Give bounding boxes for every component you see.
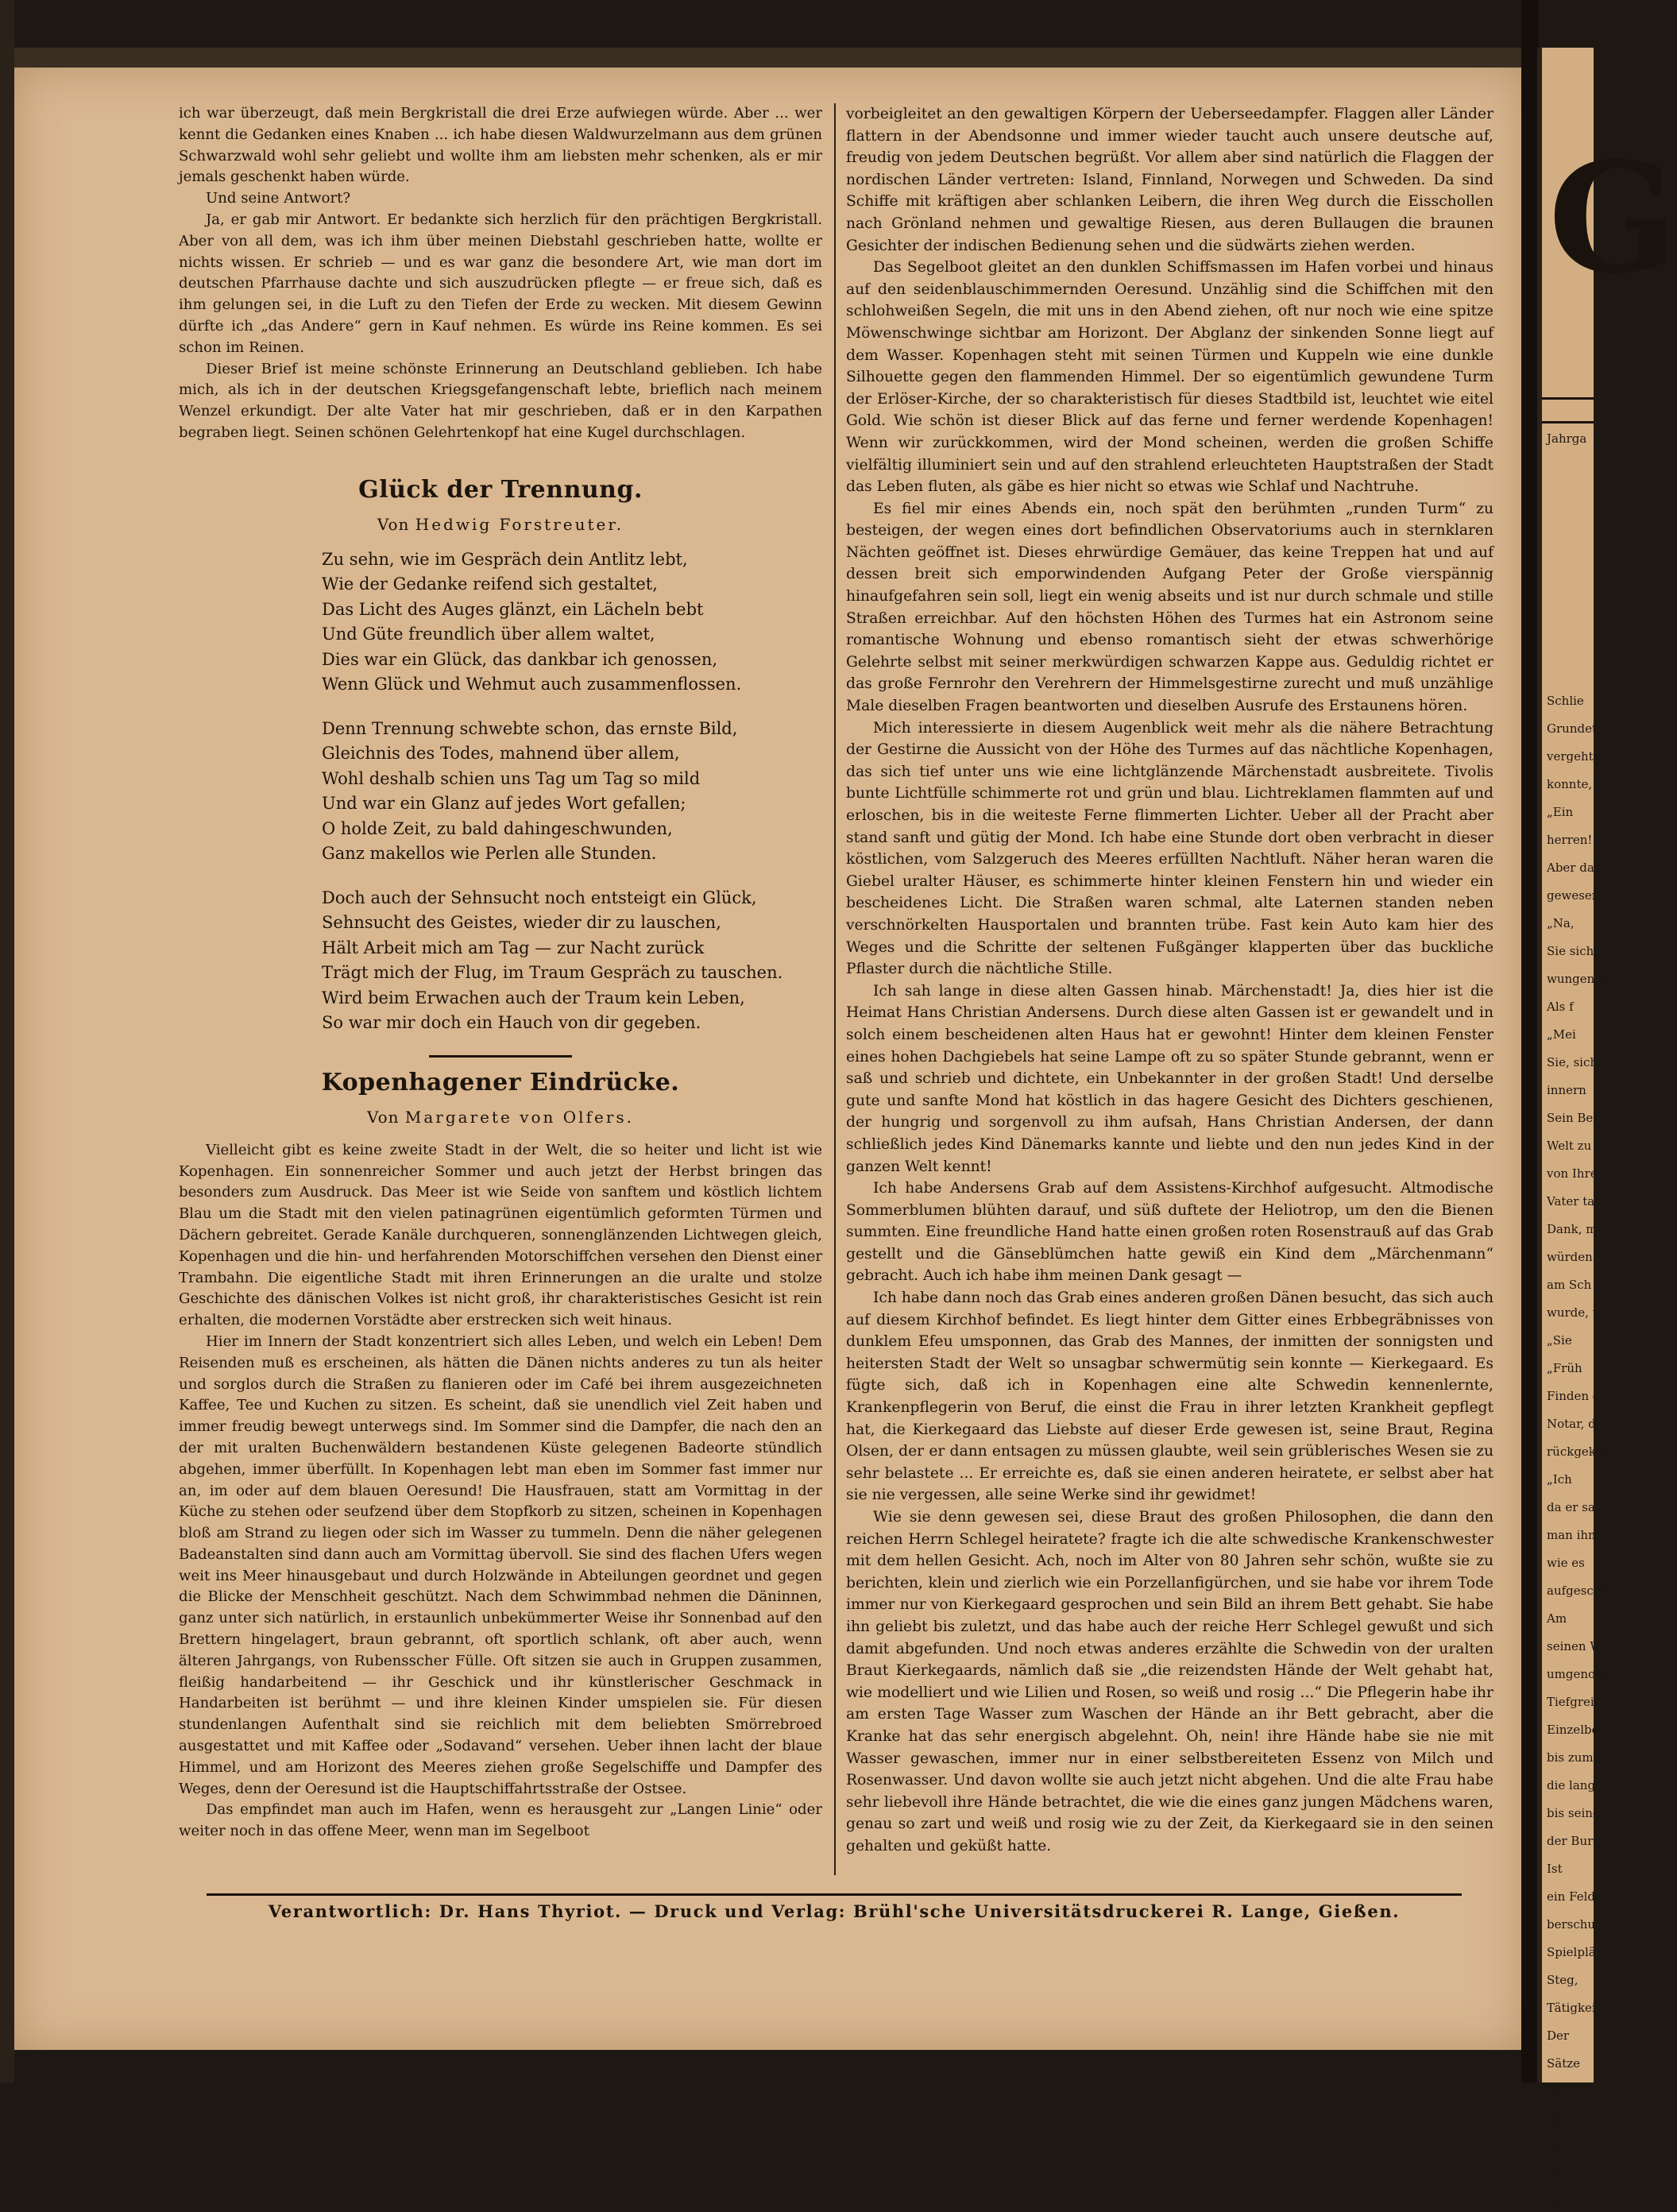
poem-line: Denn Trennung schwebte schon, das ernste Bild, [322,718,738,738]
adjacent-text-fragment: wie es [1547,1556,1585,1570]
poem-line: Ganz makellos wie Perlen alle Stunden. [322,844,657,864]
adjacent-text-fragment: „S [1547,2112,1562,2126]
poem-title: Glück der Trennung. [358,475,643,504]
adjacent-text-fragment: „S [1547,2195,1562,2210]
article-title: Kopenhagener Eindrücke. [321,1068,680,1096]
adjacent-text-fragment: ein Feld [1547,1889,1595,1904]
adjacent-text-fragment: „Mei [1547,1027,1576,1042]
poem-line: Wie der Gedanke reifend sich gestaltet, [322,574,658,594]
adjacent-text-fragment: Spielplä [1547,1945,1596,1959]
byline-prefix: Von [367,1107,400,1127]
adjacent-text-fragment: aufgesche [1547,1584,1609,1598]
adjacent-text-fragment: man ihm [1547,1528,1600,1542]
adjacent-text-fragment: „Na, [1547,916,1575,930]
adjacent-text-fragment: Sätze [1547,2056,1581,2071]
footer-rule [207,1893,1462,1896]
adjacent-text-fragment: konnte, i [1547,777,1600,791]
adjacent-text-fragment: Dank, m [1547,1222,1598,1236]
adjacent-text-fragment: „E [1547,2084,1562,2098]
adjacent-text-fragment: „Ein [1547,805,1574,819]
adjacent-text-fragment: Der [1547,2028,1570,2043]
section-divider [429,1055,572,1058]
adjacent-text-fragment: Einzelbe [1547,1723,1599,1737]
column-divider [834,103,836,1875]
adjacent-text-fragment: Grundet, [1547,721,1601,736]
poem-stanza [322,886,822,1036]
binding-edge [0,0,14,2082]
intro-paragraph: ich war überzeugt, daß mein Bergkristall die drei Erze aufwiegen würde. Aber ... wer kennt die Gedanken eines Knaben ... ich habe diesen Waldwurzelmann aus dem grünen Schwarzwald wohl sehr geliebt und wollte ihm am liebsten mehr schenken, als er mir jemals geschenkt haben würde. [179,105,822,186]
adjacent-text-fragment: Ist [1547,1862,1563,1876]
adjacent-rule [1542,421,1594,423]
adjacent-text-fragment: bis zum [1547,1750,1594,1765]
poem-line: Sehnsucht des Geistes, wieder dir zu lauschen, [322,913,721,933]
poem-line: Wird beim Erwachen auch der Traum kein Leben, [322,988,745,1007]
article-paragraph: Ich habe dann noch das Grab eines anderen großen Dänen besucht, das sich auch auf diesem Kirchhof befindet. Es liegt hinter dem Gitter eines Erbbegräbnisses von dunklem Efeu umsponnen, das Grab des Mannes, der inmitten der sonnigsten und heitersten Stadt der Welt so unsagbar schwermütig sein konnte — Kierkegaard. Es fügte sich, daß ich in Kopenhagen eine alte Schwedin kennenlernte, Krankenpflegerin von Beruf, die einst die Frau in ihrer letzten Krankheit gepflegt hat, die Kierkegaard das Liebste auf dieser Erde gewesen ist, seine Braut, Regina Olsen, der er dann entsagen zu müssen glaubte, weil sein grüblerisches Wesen sie zu sehr belastete ... Er erreichte es, daß sie einen anderen heiratete, er selbst aber hat sie nie vergessen, alle seine Werke sind ihr gewidmet! [846,1290,1493,1504]
adjacent-text-fragment: Sie sich, [1547,944,1598,958]
poem-line: Wohl deshalb schien uns Tag um Tag so mild [322,768,701,788]
poem-line: Gleichnis des Todes, mahnend über allem, [322,744,680,764]
adjacent-text-fragment: Als f [1547,1000,1574,1014]
article-paragraph: vorbeigleitet an den gewaltigen Körpern der Ueberseedampfer. Flaggen aller Länder flattern in der Abendsonne und immer wieder taucht auch unsere deutsche auf, freudig von jedem Deutschen begrüßt. Vor allem aber sind natürlich die Flaggen der nordischen Länder vertreten: Island, Finnland, Norwegen und Schweden. Da sind Schiffe mit kräftigen aber schlanken Leibern, die ihren Weg durch die Eisschollen nach Grönland nehmen und gewaltige Riesen, aus deren Bullaugen die braunen Gesichter der indischen Bedienung sehen und die südwärts ziehen werden. [846,106,1493,254]
intro-paragraph: Dieser Brief ist meine schönste Erinnerung an Deutschland geblieben. Ich habe mich, als ich in der deutschen Kriegsgefangenschaft lebte, brieflich nach meinem Wenzel erkundigt. Der alte Vater hat mir geschrieben, daß er in den Karpathen begraben liegt. Seinen schönen Gelehrtenkopf hat eine Kugel durchschlagen. [179,360,822,441]
adjacent-text-fragment: seinen W [1547,1639,1602,1653]
adjacent-text-fragment: „V [1547,2140,1561,2154]
right-column [846,103,1493,1858]
article-paragraph: Ich habe Andersens Grab auf dem Assistens-Kirchhof aufgesucht. Altmodische Sommerblumen blühten darauf, und süß duftete der Heliotrop, um den die Bienen summten. Eine freundliche Hand hatte einen großen roten Rosenstrauß auf das Grab gestellt und die Gänseblümchen hatte gewiß ein Kind dem „Märchenmann“ gebracht. Auch ich habe ihm meinen Dank gesagt — [846,1180,1493,1285]
poem-stanza [322,547,822,698]
poem-author: Hedwig Forstreuter. [415,514,624,534]
adjacent-masthead-glyph: G [1548,130,1677,307]
poem-line: Das Licht des Auges glänzt, ein Lächeln bebt [322,599,704,619]
article-paragraph: Hier im Innern der Stadt konzentriert sich alles Leben, und welch ein Leben! Dem Reisenden muß es erscheinen, als hätten die Dänen nichts anderes zu tun als heiter und sorglos durch die Straßen zu flanieren oder im Café bei ihrem ausgezeichneten Kaffee, Tee und Kuchen zu sitzen. Es scheint, daß sie unendlich viel Zeit haben und immer freudig bewegt unterwegs sind. Im Sommer sind die Dampfer, die nach den an der mit uralten Buchenwäldern bestandenen Küste gelegenen Badeorte stündlich abgehen, immer überfüllt. In Kopenhagen lebt man eben im Sommer fast immer nur an, im oder auf dem blauen Oeresund! Die Hausfrauen, statt am Vormittag in der Küche zu stehen oder seufzend über dem Stopfkorb zu sitzen, scheinen in Kopenhagen bloß am Strand zu liegen oder sich im Wasser zu tummeln. Denn die näher gelegenen Badeanstalten sind dann auch am Vormittag übervoll. Sie sind des flachen Ufers wegen weit ins Meer hinausgebaut und durch Holzwände in Abteilungen geordnet und gegen die Blicke der Menschheit geschützt. Nach dem Schwimmbad nehmen die Däninnen, ganz unter sich natürlich, in erstaunlich unbekümmerter Weise ihr Sonnenbad auf den Brettern hingelagert, braun gebrannt, oft sportlich schlank, oft aber auch, wenn älteren Jahrgangs, von Rubensscher Fülle. Oft sitzen sie auch in Gruppen zusammen, fleißig handarbeitend — ihr Geschick und ihr künstlerischer Geschmack in Handarbeiten ist berühmt — und ihre kleinen Kinder umspielen sie. Für diesen stundenlangen Aufenthalt sind sie reichlich mit dem beliebten Smörrebroed ausgestattet und mit Kaffee oder „Sodavand“ versehen. Ueber ihnen lacht der blaue Himmel, und am Horizont des Meeres ziehen große Segelschiffe und Dampfer des Weges, denn der Oeresund ist die Hauptschiffahrtsstraße der Ostsee. [179,1332,822,1797]
adjacent-text-fragment: Finden d [1547,1389,1601,1403]
poem-stanza [322,717,822,867]
poem-line: Dies war ein Glück, das dankbar ich genossen, [322,649,718,669]
publisher-imprint: Verantwortlich: Dr. Hans Thyriot. — Druck und Verlag: Brühl'sche Universitätsdruckerei R. Lange, Gießen. [268,1901,1401,1921]
article-paragraph: Wie sie denn gewesen sei, diese Braut des großen Philosophen, die dann den reichen Herrn Schlegel heiratete? fragte ich die alte schwedische Krankenschwester mit dem hellen Gesicht. Ach, noch im Alter von 80 Jahren sehr schön, wußte sie zu berichten, klein und zierlich wie ein Porzellanfigürchen, und sie habe vor ihrem Tode immer nur von Kierkegaard gesprochen und sein Bild an ihrem Bett gehabt. Sie habe ihn geliebt bis zuletzt, und das habe auch der reiche Herr Schlegel gewußt und sich damit abgefunden. Und noch etwas anderes erzählte die Schwedin von der uralten Braut Kierkegaards, nämlich daß sie „die reizendsten Hände der Welt gehabt hat, wie modelliert und wie Lilien und Rosen, so weiß und rosig ...“ Die Pflegerin habe ihr am ersten Tage Wasser zum Waschen der Hände an ihr Bett gebracht, aber die Kranke hat das sehr energisch abgelehnt. Oh, nein! ihre Hände habe sie nie mit Wasser gewaschen, immer nur in einer selbstbereiteten Essenz von Milch und Rosenwasser. Und davon wollte sie auch jetzt nicht abgehen. Und die alte Frau habe sehr liebevoll ihre Hände betrachtet, die wie die eines ganz jungen Mädchens waren, genau so zart und weiß und rosig wie zu der Zeit, da Kierkegaard sie in den seinen gehalten und geküßt hatte. [846,1509,1493,1854]
adjacent-page [1537,48,1677,2210]
poem-line: Doch auch der Sehnsucht noch entsteigt ein Glück, [322,888,757,907]
poem-line: Und Güte freundlich über allem waltet, [322,625,655,644]
article-paragraph: Das Segelboot gleitet an den dunklen Schiffsmassen im Hafen vorbei und hinaus auf den seidenblauschimmernden Oeresund. Unzählig sind die Schiffchen mit den schlohweißen Segeln, die mit uns in den Abend ziehen, oft nur noch wie eine spitze Möwenschwinge sichtbar am Horizont. Der Abglanz der sinkenden Sonne liegt auf dem Wasser. Kopenhagen steht mit seinen Türmen und Kuppeln wie eine dunkle Silhouette gegen den flammenden Himmel. Der so eigentümlich gewundene Turm der Erlöser-Kirche, der so charakteristisch für dieses Stadtbild ist, leuchtet wie eitel Gold. Wie schön ist dieser Blick auf das ferne und ferner werdende Kopenhagen! Wenn wir zurückkommen, wird der Mond scheinen, werden die großen Schiffe vielfältig illuminiert sein und auf den strahlend erleuchteten Hauptstraßen der Stadt das Leben fluten, als gäbe es hier nicht so etwas wie Schlaf und Nachtruhe. [846,259,1493,496]
adjacent-text-fragment: Sie, sich [1547,1055,1598,1069]
article-paragraph: Mich interessierte in diesem Augenblick weit mehr als die nähere Betrachtung der Gestirne die Aussicht von der Höhe des Turmes auf das nächtliche Kopenhagen, das sich tief unter uns wie eine lichtglänzende Märchenstadt ausbreitete. Tivolis bunte Lichtfülle schimmerte rot und grün und blau. Lichtreklamen flammten auf und erloschen, bis in die weiteste Ferne flimmerten Lichter. Ueber all der Pracht aber stand sanft und gütig der Mond. Ich habe eine Stunde dort oben verbracht in dieser köstlichen, vom Salzgeruch des Meeres erfüllten Nachtluft. Näher heran waren die Giebel uralter Häuser, es schimmerte hinter kleinen Fenstern hin und wieder ein bescheidenes Licht. Die Straßen waren schmal, alte Laternen standen neben verschnörkelten Hausportalen und brannten trübe. Fast kein Auto kam hier des Weges und die Schritte der seltenen Fußgänger klapperten über das buckliche Pflaster durch die nächtliche Stille. [846,719,1493,978]
adjacent-text-fragment: umgenom [1547,1667,1607,1681]
byline-prefix: Von [377,514,410,534]
poem-line: Zu sehn, wie im Gespräch dein Antlitz lebt, [322,549,688,569]
adjacent-text-fragment: Jahrga [1547,431,1587,446]
article-author: Margarete von Olfers. [404,1107,634,1127]
adjacent-text-fragment: wungen z [1547,972,1605,986]
poem-line: Und war ein Glanz auf jedes Wort gefallen; [322,794,686,814]
article-paragraph: Das empfindet man auch im Hafen, wenn es herausgeht zur „Langen Linie“ oder weiter noch in das offene Meer, wenn man im Segelboot [179,1801,822,1840]
adjacent-text-fragment: am Sch [1547,1278,1592,1292]
article-byline [179,1105,822,1129]
poem-line: Wenn Glück und Wehmut auch zusammenflossen. [322,675,742,694]
adjacent-text-fragment: Tiefgreif [1547,1695,1599,1709]
poem-line: O holde Zeit, zu bald dahingeschwunden, [322,818,673,838]
adjacent-text-fragment: „Ich [1547,1472,1572,1487]
adjacent-text-fragment: bis seine [1547,1806,1600,1820]
adjacent-text-fragment: rückgekeh [1547,1444,1611,1459]
adjacent-text-fragment: innern [1547,1083,1586,1097]
adjacent-text-fragment: gewesen [1547,888,1600,903]
poem-body [322,547,822,1036]
adjacent-text-fragment: „A [1547,2168,1562,2182]
intro-paragraph: Ja, er gab mir Antwort. Er bedankte sich herzlich für den prächtigen Bergkristall. Aber von all dem, was ich ihm über meinen Diebstahl geschrieben hatte, wollte er nichts wissen. Er schrieb — und es war ganz die besondere Art, wie man dort im deutschen Pfarrhause dachte und sich auszudrücken pflegte — er freue sich, daß es ihm gelungen sei, in die Luft zu den Tiefen der Erde zu wecken. Mit diesem Gewinn dürfte ich „das Andere“ gern in Kauf nehmen. Es würde ins Reine kommen. Es sei schon im Reinen. [179,211,822,356]
adjacent-text-fragment: Am [1547,1611,1567,1626]
adjacent-text-fragment: da er sa [1547,1500,1595,1514]
article-paragraph: Es fiel mir eines Abends ein, noch spät den berühmten „runden Turm“ zu besteigen, der wegen eines dort befindlichen Observatoriums auch in sternklaren Nächten geöffnet ist. Dieses ehrwürdige Gemäuer, das keine Treppen hat und auf dessen breit sich emporwindenden Aufgang Peter der Große vierspännig hinaufgefahren sein soll, liegt ein wenig abseits und ist nur durch schmale und stille Straßen erreichbar. Auf den höchsten Höhen des Turmes hat ein Astronom seine romantische Wohnung und ebenso romantisch sieht der etwas schwerhörige Gelehrte selbst mit seiner merkwürdigen schwarzen Kappe aus. Geduldig richtet er das große Fernrohr den Verehrern der Himmelsgestirne zurecht und muß unzählige Male dieselben Fragen beantworten und dieselben Ausrufe des Erstaunens hören. [846,500,1493,715]
adjacent-text-fragment: Schlie [1547,694,1584,708]
adjacent-text-fragment: Notar, d [1547,1417,1596,1431]
poem-line: Trägt mich der Flug, im Traum Gespräch zu tauschen. [322,963,783,983]
adjacent-text-fragment: wurde, u [1547,1305,1601,1320]
adjacent-text-fragment: der Burz [1547,1834,1600,1848]
adjacent-rule [1542,397,1594,400]
article-paragraph: Ich sah lange in diese alten Gassen hinab. Märchenstadt! Ja, dies hier ist die Heimat Hans Christian Andersens. Durch diese alten Gassen ist er gewandelt und in solch einem bescheidenen alten Haus hat er gewohnt! Hinter dem kleinen Fenster eines hohen Dachgiebels hat seine Lampe oft zu so später Stunde gebrannt, wenn er saß und schrieb und dichtete, ein Unbekannter in der großen Stadt! Und derselbe gute und sanfte Mond hat köstlich in das hagere Gesicht des Dichters geschienen, der hungrig und sorgenvoll zu ihm aufsah, Hans Christian Andersen, der dann schließlich jedes Kind Dänemarks kannte und liebte und den nun jedes Kind in der ganzen Welt kennt! [846,982,1493,1175]
adjacent-text-fragment: Steg, [1547,1973,1578,1987]
adjacent-text-fragment: von Ihre [1547,1166,1598,1181]
adjacent-text-fragment: Welt zu [1547,1139,1592,1153]
article-paragraph: Vielleicht gibt es keine zweite Stadt in der Welt, die so heiter und licht ist wie Kopenhagen. Ein sonnenreicher Sommer und auch jetzt der Herbst bringen das besonders zum Ausdruck. Das Meer ist wie Seide von sanftem und köstlich lichtem Blau um die Stadt mit den vielen patinagrünen eigentümlich geformten Türmen und Dächern gebreitet. Gerade Kanäle durchqueren, sonnenglänzenden Lichtwegen gleich, Kopenhagen und die hin- und herfahrenden Motorschiffchen versehen den Dienst einer Trambahn. Die eigentliche Stadt mit ihren Erinnerungen an die uralte und stolze Geschichte des dänischen Volkes ist nicht groß, ihr charakteristisches Gesicht ist rein erhalten, die modernen Vorstädte aber erstrecken sich weit hinaus. [179,1141,822,1329]
adjacent-text-fragment: herren!“ [1547,833,1599,847]
adjacent-text-fragment: die lange [1547,1778,1602,1792]
adjacent-text-fragment: Tätigkeit [1547,2001,1601,2015]
adjacent-text-fragment: Sein Ber [1547,1111,1599,1125]
adjacent-text-fragment: „Früh [1547,1361,1582,1375]
adjacent-text-fragment: vergehte, [1547,749,1605,764]
poem-line: So war mir doch ein Hauch von dir gegeben. [322,1013,701,1033]
adjacent-text-fragment: „Sie [1547,1333,1572,1348]
adjacent-text-fragment: Aber das [1547,860,1601,875]
adjacent-text-fragment: würden [1547,1250,1593,1264]
poem-line: Hält Arbeit mich am Tag — zur Nacht zurück [322,938,705,957]
book-gutter [1521,0,1539,2082]
intro-paragraph: Und seine Antwort? [206,190,351,207]
adjacent-text-fragment: berschub [1547,1917,1603,1932]
left-column [179,103,822,1843]
poem-byline [179,512,822,536]
adjacent-text-fragment: Vater tab [1547,1194,1602,1208]
